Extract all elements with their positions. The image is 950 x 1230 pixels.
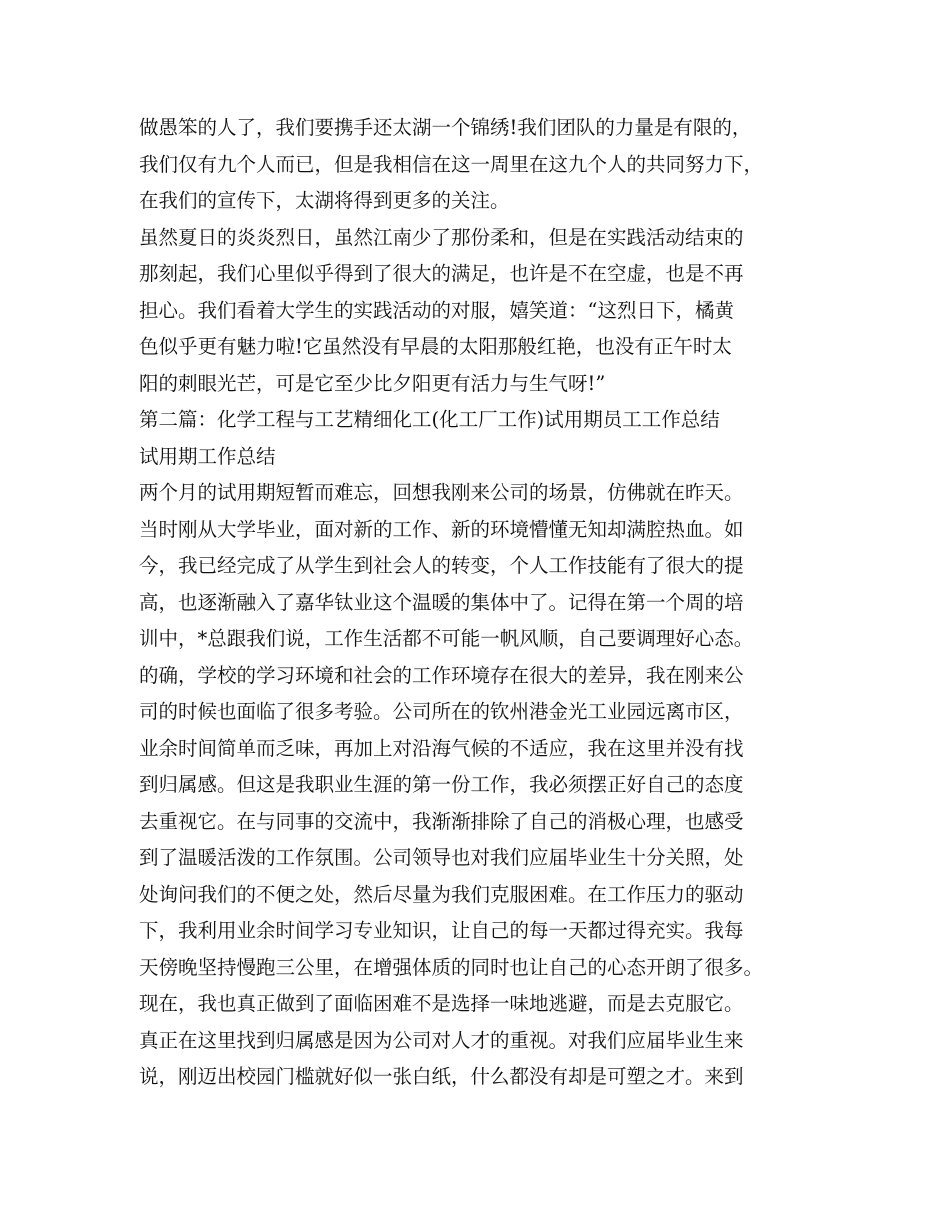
text-line: 做愚笨的人了，我们要携手还太湖一个锦绣!我们团队的力量是有限的， <box>139 116 752 139</box>
section-heading: 第二篇：化学工程与工艺精细化工(化工厂工作)试用期员工工作总结 <box>139 408 720 431</box>
text-line: 下，我利用业余时间学习专业知识，让自己的每一天都过得充实。我每 <box>139 919 744 942</box>
text-line: 天傍晚坚持慢跑三公里，在增强体质的同时也让自己的心态开朗了很多。 <box>139 955 764 979</box>
text-line: 那刻起，我们心里似乎得到了很大的满足，也许是不在空虚，也是不再 <box>139 262 744 285</box>
document-body <box>139 110 839 1096</box>
text-line: 现在，我也真正做到了面临困难不是选择一味地逃避，而是去克服它。 <box>139 992 744 1015</box>
text-line: 当时刚从大学毕业，面对新的工作、新的环境懵懂无知却满腔热血。如 <box>139 517 744 541</box>
text-line: 两个月的试用期短暂而难忘，回想我刚来公司的场景，仿佛就在昨天。 <box>139 481 744 504</box>
text-line: 业余时间简单而乏味，再加上对沿海气候的不适应，我在这里并没有找 <box>139 736 744 760</box>
text-line: 去重视它。在与同事的交流中，我渐渐排除了自己的消极心理，也感受 <box>139 809 744 833</box>
text-line: 司的时候也面临了很多考验。公司所在的钦州港金光工业园远离市区， <box>139 700 744 723</box>
text-line: 今，我已经完成了从学生到社会人的转变，个人工作技能有了很大的提 <box>139 554 744 577</box>
text-line: 到了温暖活泼的工作氛围。公司领导也对我们应届毕业生十分关照，处 <box>139 846 744 869</box>
text-line: 担心。我们看着大学生的实践活动的对服，嬉笑道：“这烈日下，橘黄 <box>139 298 734 322</box>
text-line: 处询问我们的不便之处，然后尽量为我们克服困难。在工作压力的驱动 <box>139 882 744 906</box>
section-subheading: 试用期工作总结 <box>139 444 276 468</box>
text-line: 的确，学校的学习环境和社会的工作环境存在很大的差异，我在刚来公 <box>139 663 744 687</box>
text-line: 虽然夏日的炎炎烈日，虽然江南少了那份柔和，但是在实践活动结束的 <box>139 225 744 249</box>
text-line: 我们仅有九个人而已，但是我相信在这一周里在这九个人的共同努力下， <box>139 152 764 176</box>
text-line: 色似乎更有魅力啦!它虽然没有早晨的太阳那般红艳，也没有正午时太 <box>139 335 732 358</box>
text-line: 说，刚迈出校园门槛就好似一张白纸，什么都没有却是可塑之才。来到 <box>139 1065 744 1088</box>
text-line: 阳的刺眼光芒，可是它至少比夕阳更有活力与生气呀!” <box>139 371 606 395</box>
text-line: 真正在这里找到归属感是因为公司对人才的重视。对我们应届毕业生来 <box>139 1028 744 1052</box>
text-line: 到归属感。但这是我职业生涯的第一份工作，我必须摆正好自己的态度 <box>139 773 744 796</box>
text-line: 高，也逐渐融入了嘉华钛业这个温暖的集体中了。记得在第一个周的培 <box>139 590 744 614</box>
text-line: 训中，*总跟我们说，工作生活都不可能一帆风顺，自己要调理好心态。 <box>139 627 754 650</box>
text-line: 在我们的宣传下，太湖将得到更多的关注。 <box>139 189 510 212</box>
